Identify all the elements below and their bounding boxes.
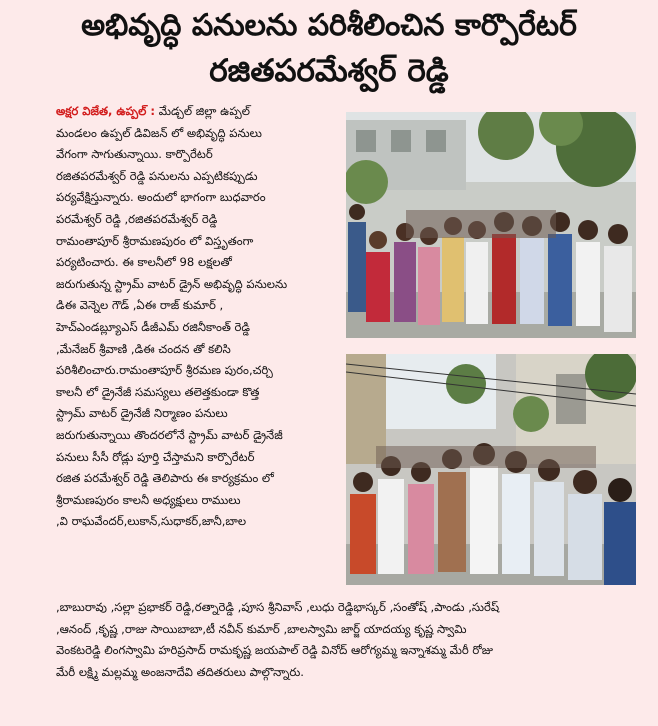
column-line: మండలం ఉప్పల్ డివిజన్ లో అభివృద్ధి పనులు	[56, 125, 262, 140]
column-line: పరిశీలించారు.రామంతాపూర్ శ్రీరమణ పురం,చర్చి	[56, 363, 273, 378]
dateline: అక్షర విజేత, ఉప్పల్ :	[56, 104, 156, 118]
column-line: ,వి రాఘవేందర్,లుకాన్,సుధాకర్,జానీ,బాల	[56, 514, 247, 529]
column-line: శ్రీరామణపురం కాలనీ అధ్యక్షులు రాములు	[56, 492, 241, 507]
column-line: డిఈ వెన్నెల గౌడ్ ,ఏఈ రాజ్ కుమార్ ,	[56, 298, 224, 313]
group-photo-inspection	[346, 112, 636, 338]
column-line: స్ట్రామ్ వాటర్ డ్రైనేజీ నిర్మాణం పనులు	[56, 406, 228, 421]
column-line: హెచ్ఎండబ్ల్యూఎస్ డీజీఎమ్ రజినీకాంత్ రెడ్డి	[56, 319, 251, 334]
column-line: జరుగుతున్న స్ట్రామ్ వాటర్ డ్రైన్ అభివృద్ధి పనులను	[56, 276, 288, 291]
column-line: పరమేశ్వర్ రెడ్డి ,రజితపరమేశ్వర్ రెడ్డి	[56, 211, 218, 226]
column-line: జరుగుతున్నాయి తొందరలోనే స్ట్రామ్ వాటర్ డ్రైనేజీ	[56, 427, 283, 442]
column-line: రజితపరమేశ్వర్ రెడ్డి పనులను ఎప్పటికప్పుడు	[56, 168, 258, 183]
participants-list	[56, 597, 642, 683]
article-column	[56, 101, 342, 533]
column-line: ,మేనేజర్ శ్రీవాణి ,డిఈ చందన తో కలిసి	[56, 341, 231, 356]
column-line-0-text: మేడ్చల్ జిల్లా ఉప్పల్	[158, 104, 250, 118]
participants-line: మేరీ లక్ష్మి మల్లమ్మ అంజనాదేవి తదితరులు పాల్గొన్నారు.	[56, 664, 304, 679]
column-line: పర్యవేక్షిస్తున్నారు. అందులో భాగంగా బుధవారం	[56, 190, 266, 205]
group-photo-residents	[346, 354, 636, 585]
column-line: పనులు సీసీ రోడ్లు పూర్తి చేస్తామని కార్పొరేటర్	[56, 449, 255, 464]
headline-line-1: అభివృద్ధి పనులను పరిశీలించిన కార్పొరేటర్	[81, 8, 577, 43]
headline-line-2: రజితపరమేశ్వర్ రెడ్డి	[209, 53, 449, 89]
participants-line: ,ఆనంద్ ,కృష్ణ ,రాజు సాయిబాబా,టీ నవీన్ కుమార్ ,బాలస్వామి జార్జ్ యాదయ్య కృష్ణ స్వామి	[56, 621, 467, 636]
column-line: వేగంగా సాగుతున్నాయి. కార్పొరేటర్	[56, 147, 213, 162]
column-line: పర్యటించారు. ఈ కాలనీలో 98 లక్షలతో	[56, 255, 232, 270]
column-line-0	[56, 101, 342, 123]
column-line: రామంతాపూర్ శ్రీరామణపురం లో విస్తృతంగా	[56, 233, 254, 248]
column-line: కాలనీ లో డ్రైనేజీ సమస్యలు తలెత్తకుండా కొత్త	[56, 384, 260, 399]
participants-line: ,బాబురావు ,సల్లా ప్రభాకర్ రెడ్డి,రత్నారెడ్డి ,పూస శ్రీనివాస్ ,లుధు రెడ్డిభాస్కర్ ,సంతోష్ ,పాండు ,సురేష్	[56, 600, 500, 614]
column-line: రజిత పరమేశ్వర్ రెడ్డి తెలిపారు ఈ కార్యక్రమం లో	[56, 471, 274, 486]
participants-line: వెంకటరెడ్డి లింగస్వామి హరిప్రసాద్ రామకృష్ణ జయపాల్ రెడ్డి వినోద్ ఆరోగ్యమ్మ ఇన్నాశమ్మ మేరీ రోజు	[56, 643, 493, 658]
